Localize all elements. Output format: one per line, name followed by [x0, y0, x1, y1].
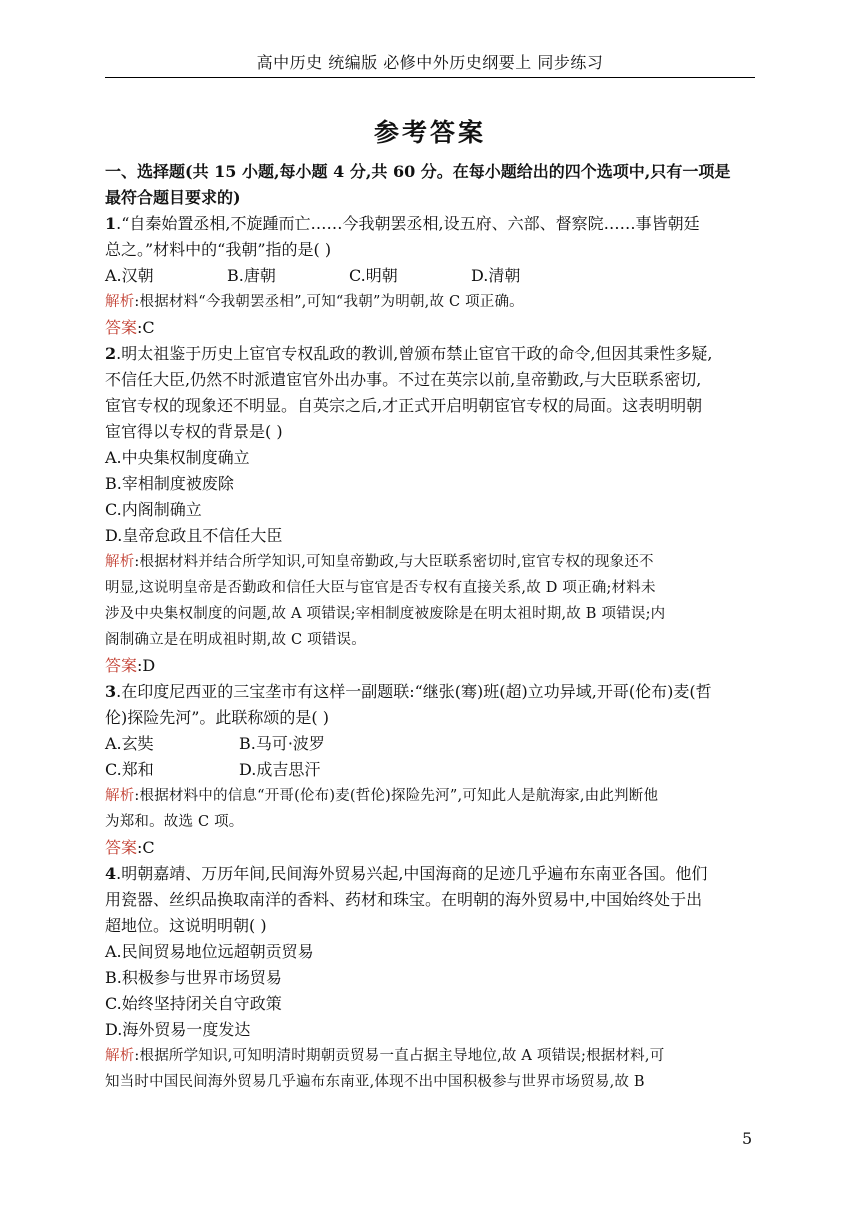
answer-value: :D: [137, 656, 156, 675]
option-c: C.内阁制确立: [105, 500, 202, 519]
answer: [105, 315, 755, 341]
question-stem-line: 用瓷器、丝织品换取南洋的香料、药材和珠宝。在明朝的海外贸易中,中国始终处于出: [105, 890, 703, 909]
answer-label: 答案: [105, 656, 138, 675]
question-stem-line: .明朝嘉靖、万历年间,民间海外贸易兴起,中国海商的足迹几乎遍布东南亚各国。他们: [116, 864, 708, 883]
question-stem-line: 超地位。这说明明朝( ): [105, 916, 267, 935]
answer-value: :C: [137, 838, 155, 857]
question-number: 2: [105, 344, 117, 363]
question-stem: [105, 237, 755, 263]
analysis-line: :根据所学知识,可知明清时期朝贡贸易一直占据主导地位,故 A 项错误;根据材料,可: [134, 1048, 665, 1064]
option-c: C.明朝: [349, 266, 398, 285]
question-stem: [105, 367, 755, 393]
answer-label: 答案: [105, 838, 138, 857]
options-row: [105, 731, 755, 757]
option-a: A.中央集权制度确立: [105, 448, 250, 467]
answer: [105, 653, 755, 679]
analysis: [105, 809, 755, 835]
question-stem: [105, 705, 755, 731]
answer-label: 答案: [105, 318, 138, 337]
analysis-label: 解析: [105, 788, 135, 804]
analysis: [105, 783, 755, 809]
analysis-line: :根据材料并结合所学知识,可知皇帝勤政,与大臣联系密切时,宦官专权的现象还不: [134, 554, 654, 570]
page-number: 5: [742, 1129, 753, 1148]
answer: [105, 835, 755, 861]
section-heading-line: 最符合题目要求的): [105, 188, 241, 207]
analysis-line: 涉及中央集权制度的问题,故 A 项错误;宰相制度被废除是在明太祖时期,故 B 项错误;内: [105, 606, 666, 622]
analysis-line: :根据材料“今我朝罢丞相”,可知“我朝”为明朝,故 C 项正确。: [134, 294, 524, 310]
section-heading: [105, 159, 755, 185]
answer-content: [105, 159, 755, 1095]
analysis: [105, 627, 755, 653]
question-stem: [105, 341, 755, 367]
analysis-line: :根据材料中的信息“开哥(伦布)麦(哲伦)探险先河”,可知此人是航海家,由此判断他: [134, 788, 659, 804]
analysis-line: 知当时中国民间海外贸易几乎遍布东南亚,体现不出中国积极参与世界市场贸易,故 B: [105, 1074, 645, 1090]
question-number: 1: [105, 214, 117, 233]
question-stem-line: 伦)探险先河”。此联称颂的是( ): [105, 708, 329, 727]
question-stem: [105, 887, 755, 913]
answer-value: :C: [137, 318, 155, 337]
analysis: [105, 289, 755, 315]
section-heading-line: 一、选择题(共 15 小题,每小题 4 分,共 60 分。在每小题给出的四个选项中,只有一项是: [105, 162, 731, 181]
analysis-line: 阁制确立是在明成祖时期,故 C 项错误。: [105, 632, 366, 648]
question-stem-line: .在印度尼西亚的三宝垄市有这样一副题联:“继张(骞)班(超)立功异域,开哥(伦布)麦(哲: [116, 682, 712, 701]
option-b: B.唐朝: [227, 266, 276, 285]
option-c: C.郑和: [105, 760, 154, 779]
analysis: [105, 575, 755, 601]
option-b: B.积极参与世界市场贸易: [105, 968, 282, 987]
analysis-line: 明显,这说明皇帝是否勤政和信任大臣与宦官是否专权有直接关系,故 D 项正确;材料未: [105, 580, 656, 596]
question-stem: [105, 679, 755, 705]
question-number: 3: [105, 682, 117, 701]
question-stem-line: 不信任大臣,仍然不时派遣宦官外出办事。不过在英宗以前,皇帝勤政,与大臣联系密切,: [105, 370, 702, 389]
question-stem: [105, 913, 755, 939]
option-a: A.玄奘: [105, 734, 154, 753]
page-header: 高中历史 统编版 必修中外历史纲要上 同步练习: [256, 53, 604, 72]
option-d: D.清朝: [471, 266, 521, 285]
options-row: [105, 757, 755, 783]
section-heading: [105, 185, 755, 211]
option-b: B.马可·波罗: [239, 734, 325, 753]
question-stem-line: .明太祖鉴于历史上宦官专权乱政的教训,曾颁布禁止宦官干政的命令,但因其秉性多疑,: [116, 344, 713, 363]
option-b: B.宰相制度被废除: [105, 474, 234, 493]
option-d: D.海外贸易一度发达: [105, 1020, 251, 1039]
option-a: A.汉朝: [105, 266, 154, 285]
question-stem-line: 总之。”材料中的“我朝”指的是( ): [105, 240, 332, 259]
question-stem-line: 宦官专权的现象还不明显。自英宗之后,才正式开启明朝宦官专权的局面。这表明明朝: [105, 396, 703, 415]
option-c: C.始终坚持闭关自守政策: [105, 994, 282, 1013]
question-stem: [105, 861, 755, 887]
options-row: [105, 263, 755, 289]
analysis-line: 为郑和。故选 C 项。: [105, 814, 244, 830]
header-divider: [105, 77, 755, 78]
option-d: D.皇帝怠政且不信任大臣: [105, 526, 283, 545]
question-stem: [105, 419, 755, 445]
analysis-label: 解析: [105, 554, 135, 570]
question-stem: [105, 393, 755, 419]
analysis: [105, 601, 755, 627]
question-stem-line: 宦官得以专权的背景是( ): [105, 422, 283, 441]
question-number: 4: [105, 864, 117, 883]
question-stem-line: .“自秦始置丞相,不旋踵而亡……今我朝罢丞相,设五府、六部、督察院……事皆朝廷: [116, 214, 700, 233]
question-stem: [105, 211, 755, 237]
option-a: A.民间贸易地位远超朝贡贸易: [105, 942, 314, 961]
option-d: D.成吉思汗: [239, 760, 321, 779]
analysis-label: 解析: [105, 294, 135, 310]
analysis-label: 解析: [105, 1048, 135, 1064]
analysis: [105, 549, 755, 575]
analysis: [105, 1069, 755, 1095]
analysis: [105, 1043, 755, 1069]
page-title: 参考答案: [373, 118, 486, 147]
